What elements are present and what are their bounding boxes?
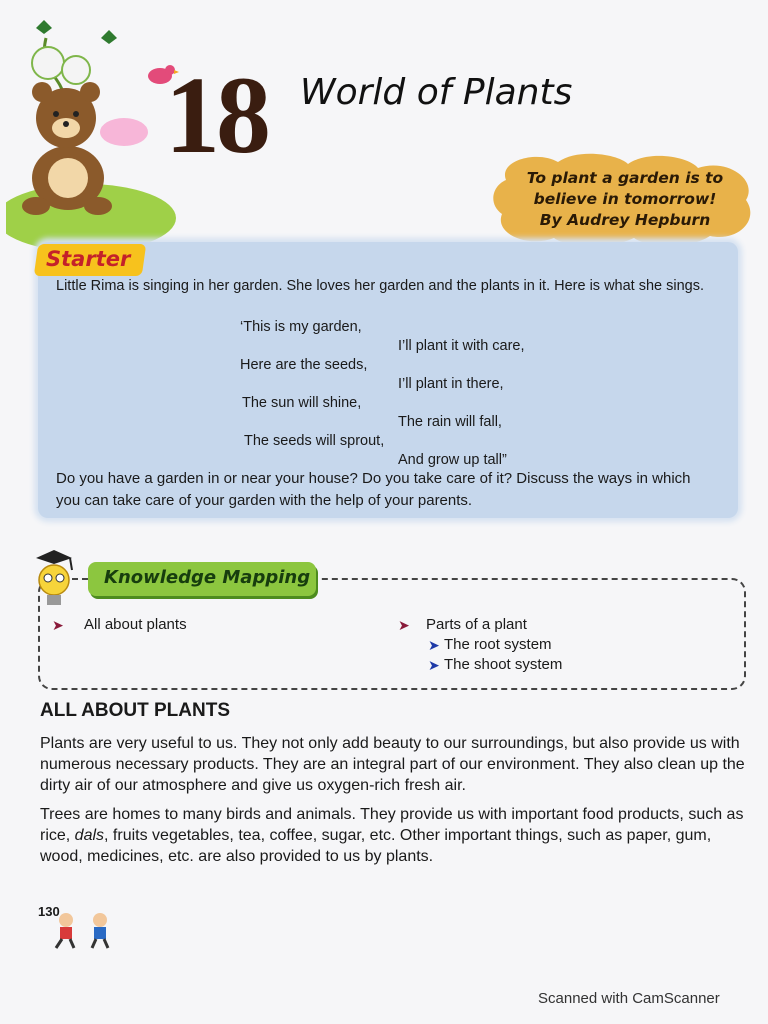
poem-line: I’ll plant in there, xyxy=(398,376,504,392)
paragraph-1: Plants are very useful to us. They not only add beauty to our surroundings, but also provide us with numerous necessary products. They are an integral part of our environment. They also clean up the dirty air of our atmosphere and give us oxygen-rich fresh air. xyxy=(40,735,745,794)
page-number: 130 xyxy=(38,904,60,919)
quote-author: By Audrey Hepburn xyxy=(539,211,711,229)
quote-text xyxy=(494,168,756,231)
section-heading: ALL ABOUT PLANTS xyxy=(40,700,230,721)
poem-line: The rain will fall, xyxy=(398,414,502,430)
starter-label: Starter xyxy=(46,247,131,271)
starter-intro: Little Rima is singing in her garden. She loves her garden and the plants in it. Here is what she sings. xyxy=(56,278,705,294)
quote-line: To plant a garden is to xyxy=(526,169,724,187)
km-item-parts-of-plant: Parts of a plant xyxy=(426,616,527,633)
km-subitem-root-system: The root system xyxy=(444,636,552,653)
chapter-title: World of Plants xyxy=(300,72,573,113)
scanner-watermark: Scanned with CamScanner xyxy=(538,990,720,1007)
paragraph-2-text: Trees are homes to many birds and animals. They provide us with important food products, such as rice, xyxy=(40,806,744,844)
starter-question: Do you have a garden in or near your house? Do you take care of it? Discuss the ways in which you can take care of your garden with the help of your parents. xyxy=(56,470,691,509)
chapter-number: 18 xyxy=(165,54,267,176)
arrow-bullet-icon: ➤ xyxy=(398,617,410,633)
poem-line: The sun will shine, xyxy=(242,395,362,411)
arrow-bullet-icon: ➤ xyxy=(52,617,64,633)
bear-illustration xyxy=(6,18,176,248)
kids-illustration xyxy=(48,910,128,950)
km-item-all-about-plants: All about plants xyxy=(84,616,187,633)
poem-line: The seeds will sprout, xyxy=(244,433,385,449)
km-subitem-shoot-system: The shoot system xyxy=(444,656,563,673)
paragraph-2 xyxy=(40,804,745,867)
bulb-mascot-icon xyxy=(32,548,76,612)
poem-line: I’ll plant it with care, xyxy=(398,338,525,354)
quote-line: believe in tomorrow! xyxy=(533,190,717,208)
paragraph-2-text: , fruits vegetables, tea, coffee, sugar, etc. Other important things, such as paper, gum, wood, medicines, etc. are also provided to us by plants. xyxy=(40,827,712,865)
paragraph-2-italic: dals xyxy=(74,827,105,844)
arrow-bullet-icon: ➤ xyxy=(428,637,440,653)
poem-line: ‘This is my garden, xyxy=(240,319,362,335)
poem-line: Here are the seeds, xyxy=(240,357,368,373)
arrow-bullet-icon: ➤ xyxy=(428,657,440,673)
knowledge-mapping-label: Knowledge Mapping xyxy=(104,567,311,588)
poem-line: And grow up tall” xyxy=(398,452,507,468)
